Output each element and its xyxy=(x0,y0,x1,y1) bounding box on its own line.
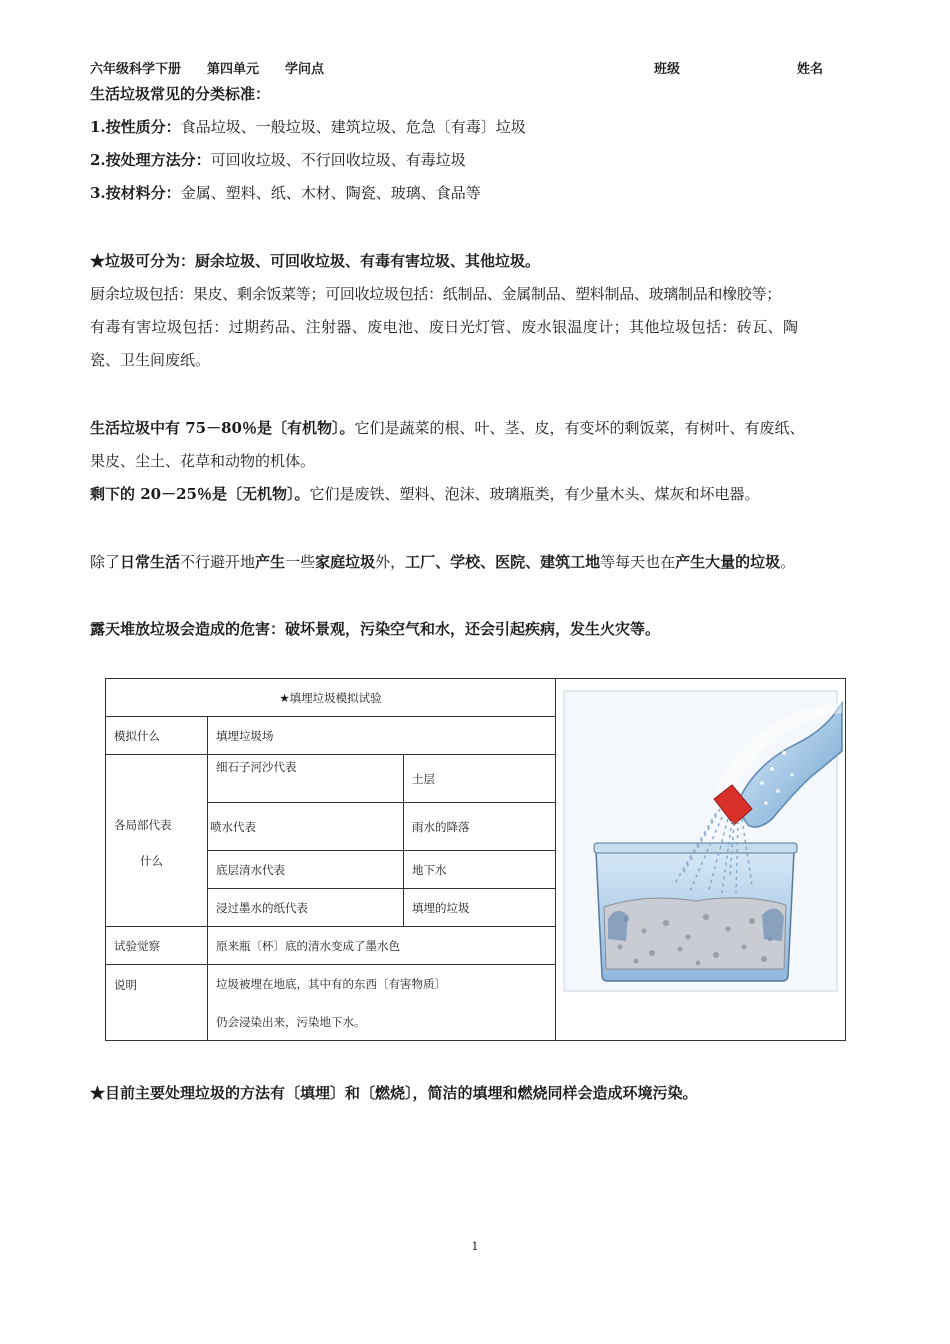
hazard-statement: 露天堆放垃圾会造成的危害：破坏景观，污染空气和水，还会引起疾病，发生火灾等。 xyxy=(90,620,661,638)
organic-line-2: 果皮、尘土、花草和动物的机体。 xyxy=(90,452,316,470)
bottle-jar-illustration xyxy=(556,679,845,1040)
simulate-label: 模拟什么 xyxy=(106,717,208,755)
table-row: 细石子河沙代表 xyxy=(208,755,404,803)
inorganic-paragraph: 剩下的 20－25％是〔无机物〕。它们是废铁、塑料、泡沫、玻璃瓶类，有少量木头、煤灰和坏电器。 xyxy=(90,485,760,503)
simulate-value: 填埋垃圾场 xyxy=(208,717,556,755)
explain-label: 说明 xyxy=(106,965,208,1041)
organic-paragraph: 生活垃圾中有 75－80％是〔有机物〕。它们是蔬菜的根、叶、茎、皮，有变坏的剩饭菜，有树叶、有废纸、 xyxy=(90,419,805,437)
table-row: 喷水代表 xyxy=(208,803,404,851)
name-label: 姓名 xyxy=(797,62,824,77)
landfill-experiment-table xyxy=(105,678,556,1041)
explain-line-2: 仍会浸染出来，污染地下水。 xyxy=(216,1015,366,1029)
table-row: 浸过墨水的纸代表 xyxy=(208,889,404,927)
table-row-meaning: 雨水的降落 xyxy=(404,803,556,851)
course-title: 六年级科学下册 xyxy=(90,62,182,77)
table-row-meaning: 土层 xyxy=(404,755,556,803)
explain-line-1: 垃圾被埋在地底，其中有的东西〔有害物质〕 xyxy=(216,977,446,991)
observe-label: 试验觉察 xyxy=(106,927,208,965)
table-row: 底层清水代表 xyxy=(208,851,404,889)
page-number: 1 xyxy=(471,1240,479,1253)
gravel-layer xyxy=(604,898,786,969)
classification-item-1: 1.按性质分：食品垃圾、一般垃圾、建筑垃圾、危急〔有毒〕垃圾 xyxy=(90,118,526,136)
class-label: 班级 xyxy=(654,62,681,77)
classification-item-3: 3.按材料分：金属、塑料、纸、木材、陶瓷、玻璃、食品等 xyxy=(90,184,481,202)
experiment-illustration xyxy=(555,678,846,1041)
classification-title: 生活垃圾常见的分类标准： xyxy=(90,85,271,103)
observe-value: 原来瓶〔杯〕底的清水变成了墨水色 xyxy=(208,927,556,965)
table-row-meaning: 填埋的垃圾 xyxy=(404,889,556,927)
categories-line-2: 有毒有害垃圾包括：过期药品、注射器、废电池、废日光灯管、废水银温度计；其他垃圾包括：砖瓦、陶 xyxy=(90,318,799,336)
table-title: ★填埋垃圾模拟试验 xyxy=(106,679,556,717)
categories-line-3: 瓷、卫生间废纸。 xyxy=(90,351,211,369)
topic-title: 学问点 xyxy=(285,62,325,77)
classification-item-2: 2.按处理方法分：可回收垃圾、不行回收垃圾、有毒垃圾 xyxy=(90,151,466,169)
parts-label-cell xyxy=(106,755,208,927)
sources-paragraph: 除了日常生活不行避开地产生一些家庭垃圾外，工厂、学校、医院、建筑工地等每天也在产生大量的垃圾。 xyxy=(90,553,796,571)
unit-title: 第四单元 xyxy=(207,62,260,77)
parts-label-line-1: 各局部代表 xyxy=(114,818,172,832)
categories-line-1: 厨余垃圾包括：果皮、剩余饭菜等；可回收垃圾包括：纸制品、金属制品、塑料制品、玻璃制品和橡胶等； xyxy=(90,285,781,303)
parts-label-line-2: 什么 xyxy=(140,854,163,868)
table-row-meaning: 地下水 xyxy=(404,851,556,889)
explain-value xyxy=(208,965,556,1041)
categories-heading: ★垃圾可分为：厨余垃圾、可回收垃圾、有毒有害垃圾、其他垃圾。 xyxy=(90,252,541,270)
conclusion-statement: ★目前主要处理垃圾的方法有〔填埋〕和〔燃烧〕，简洁的填埋和燃烧同样会造成环境污染。 xyxy=(90,1084,698,1102)
